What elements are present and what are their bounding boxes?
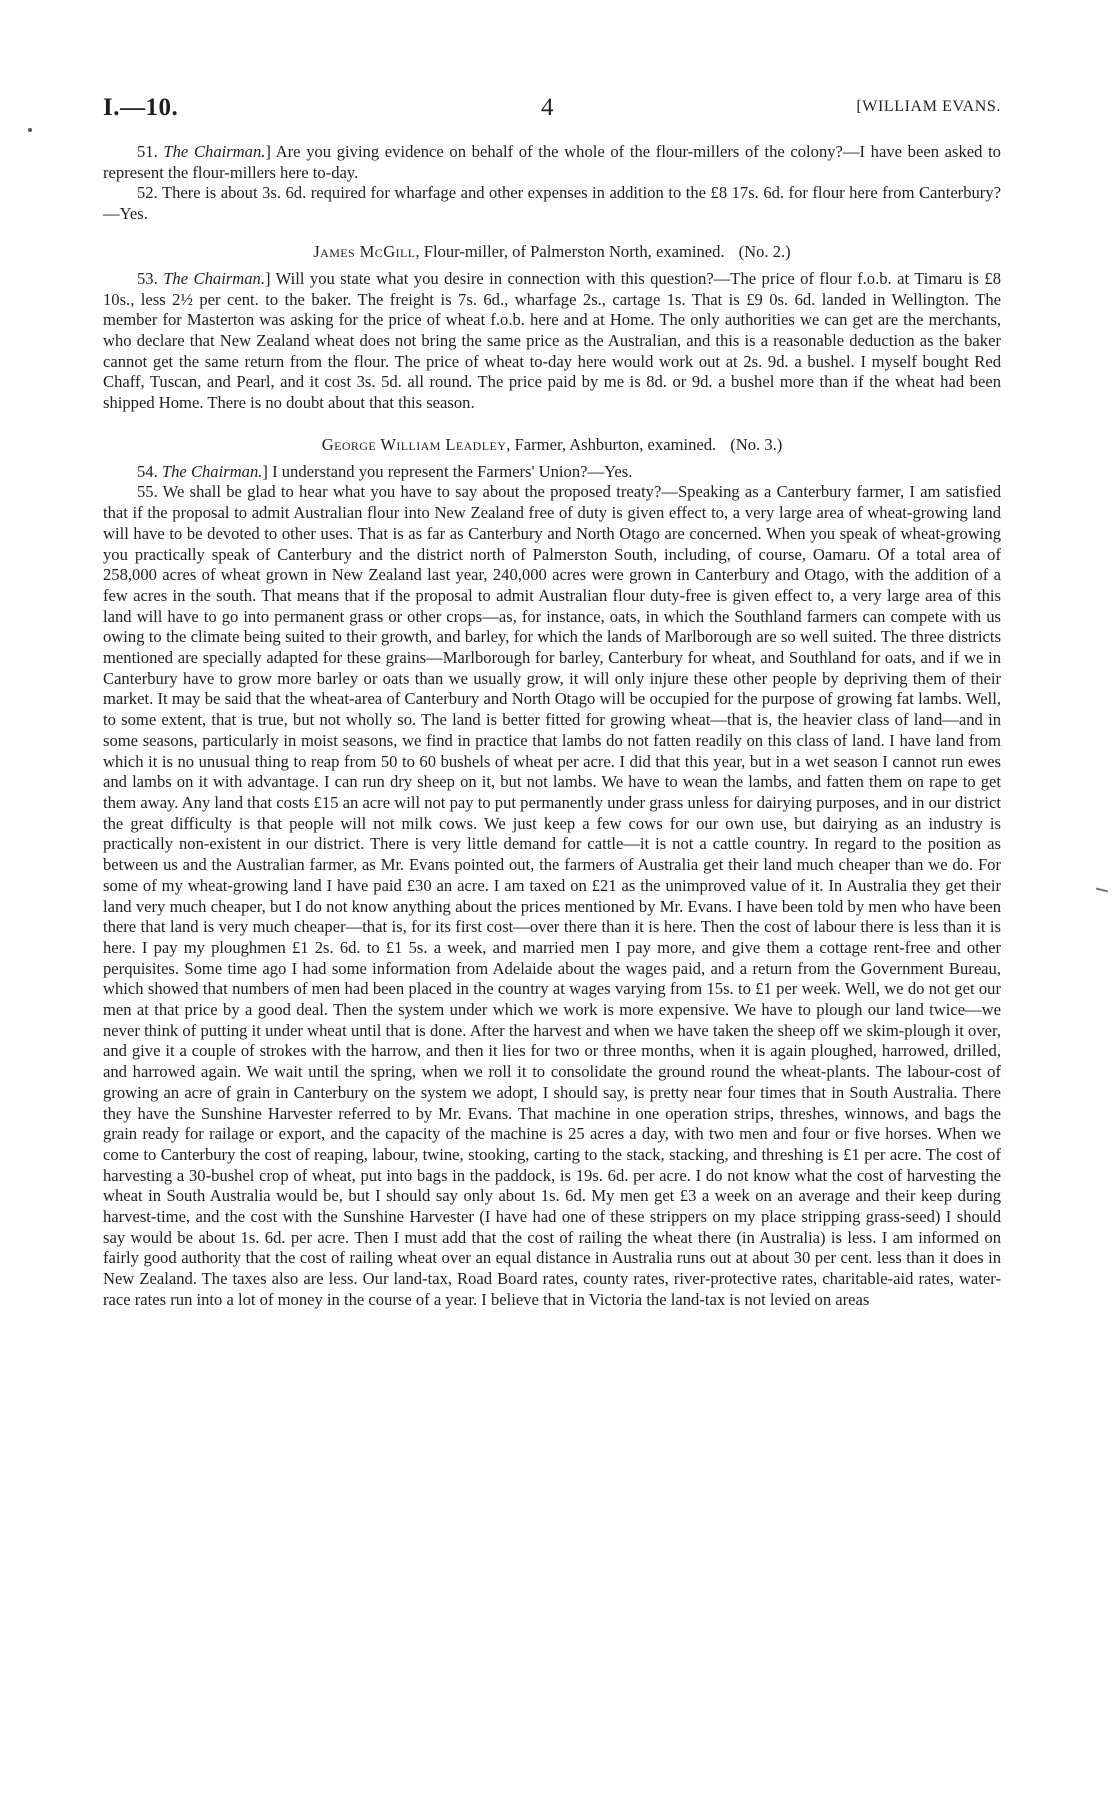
witness-number: (No. 2.) bbox=[738, 241, 791, 261]
paper-reference: I.—10. bbox=[103, 94, 179, 121]
witness-heading-1 bbox=[103, 241, 1001, 263]
witness-number: (No. 3.) bbox=[730, 434, 783, 454]
witness-description: , Farmer, Ashburton, examined. bbox=[506, 434, 717, 454]
question-55: 55. We shall be glad to hear what you have to say about the proposed treaty?—Speaking as a Canterbury farmer, I am satisfied that if the proposal to admit Australian flour into New Zealand free of duty is given effect to, a very large area of wheat-growing land will have to be devoted to other uses. That is as far as Canterbury and North Otago are concerned. When you speak of wheat-growing you practically speak of Canterbury and the district north of Palmerston South, including, of course, Oamaru. Of a total area of 258,000 acres of wheat grown in New Zealand last year, 240,000 acres were grown in Canterbury and Otago, with the addition of a few acres in the south. That means that if the proposal to admit Australian flour duty-free is given effect to, a very large area of this land will have to go into permanent grass or other crops—as, for instance, oats, in which the Southland farmers can compete with us owing to the climate being suited to their growth, and barley, for which the lands of Marlborough are so well suited. The three districts mentioned are specially adapted for these grains—Marlborough for barley, Canterbury for wheat, and Southland for oats, and if we in Canterbury have to grow more barley or oats than we usually grow, it will only injure these other people by depriving them of their market. It may be said that the wheat-area of Canterbury and North Otago will be occupied for the purpose of growing fat lambs. Well, to some extent, that is true, but not wholly so. The land is better fitted for growing wheat—that is, the heavier class of land—and in some seasons, particularly in moist seasons, we find in practice that lambs do not fatten readily on this class of land. I have land from which it is no unusual thing to reap from 50 to 60 bushels of wheat per acre. I did that this year, but in a wet season I cannot run ewes and lambs on it with advantage. I can run dry sheep on it, but not lambs. We have to wean the lambs, and fatten them on rape to get them away. Any land that costs £15 an acre will not pay to put permanently under grass unless for dairying purposes, and in our district the great difficulty is that people will not milk cows. We just keep a few cows for our own use, but dairying as an industry is practically non-existent in our district. There is very little demand for cattle—it is not a cattle country. In regard to the position as between us and the Australian farmer, as Mr. Evans pointed out, the farmers of Australia get their land much cheaper than we do. For some of my wheat-growing land I have paid £30 an acre. I am taxed on £21 as the unimproved value of it. In Australia they get their land very much cheaper, but I do not know anything about the prices mentioned by Mr. Evans. I have been told by men who have been there that land is very much cheaper—that is, for its first cost—over there than it is here. Then the cost of labour there is less than it is here. I pay my ploughmen £1 2s. 6d. to £1 5s. a week, and married men I pay more, and give them a cottage rent-free and other perquisites. Some time ago I had some information from Adelaide about the wages paid, and a return from the Government Bureau, which showed that numbers of men had been placed in the country at wages varying from 15s. to £1 per week. Well, we do not get our men at that price by a good deal. Then the system under which we work is more expensive. We have to plough our land twice—we never think of putting it under wheat until that is done. After the harvest and when we have taken the sheep off we skim-plough it over, and give it a couple of strokes with the harrow, and then it lies for two or three months, when it is again ploughed, harrowed, drilled, and harrowed again. We wait until the spring, when we roll it to consolidate the ground round the wheat-plants. The labour-cost of growing an acre of grain in Canterbury on the system we adopt, I should say, is pretty near four times that in South Australia. There they have the Sunshine Harvester referred to by Mr. Evans. That machine in one operation strips, threshes, winnows, and bags the grain ready for railage or export, and the capacity of the machine is 25 acres a day, with two men and four or five horses. When we come to Canterbury the cost of reaping, labour, twine, stooking, carting to the stack, stacking, and threshing is £1 per acre. The cost of harvesting a 30-bushel crop of wheat, put into bags in the paddock, is 19s. 6d. per acre. I do not know what the cost of harvesting the wheat in South Australia would be, but I should say only about 1s. 6d. My men get £3 a week on an average and their keep during harvest-time, and the cost with the Sunshine Harvester (I have had one of these strippers on my place stripping grass-seed) I should say would be about 1s. 6d. per acre. Then I must add that the cost of railing the wheat there (in Australia) is less. I am informed on fairly good authority that the cost of railing wheat over an equal distance in Australia runs out at about 30 per cent. less than it does in New Zealand. The taxes also are less. Our land-tax, Road Board rates, county rates, river-protective rates, charitable-aid rates, water-race rates run into a lot of money in the course of a year. I believe that in Victoria the land-tax is not levied on areas bbox=[103, 482, 1001, 1309]
margin-mark bbox=[1096, 888, 1108, 893]
question-text: ] Will you state what you desire in connection with this question?—The price of flour f.o.b. at Timaru is £8 10s., less 2½ per cent. to the baker. The freight is 7s. 6d., wharfage 2s., cartage 1s. That is £9 0s. 6d. landed in Wellington. The member for Masterton was asking for the price of wheat f.o.b. here and at Home. The only authorities we can get are the merchants, who declare that New Zealand wheat does not bring the same price as the Australian, and this is a reasonable deduction as the baker cannot get the same return from the flour. The price of wheat to-day here would work out at 2s. 9d. a bushel. I myself bought Red Chaff, Tuscan, and Pearl, and it cost 3s. 5d. all round. The price paid by me is 8d. or 9d. a bushel more than if the wheat had been shipped Home. There is no doubt about that this season. bbox=[103, 268, 1002, 413]
question-52: 52. There is about 3s. 6d. required for wharfage and other expenses in addition to the £8 17s. 6d. for flour here from Canterbury?—Yes. bbox=[103, 183, 1001, 224]
speaker-name: The Chairman. bbox=[163, 268, 265, 288]
margin-dot bbox=[28, 128, 32, 132]
witness-name: James McGill bbox=[313, 241, 416, 261]
witness-name: George William Leadley bbox=[321, 434, 507, 454]
question-number: 54. bbox=[137, 461, 158, 481]
question-53 bbox=[103, 269, 1001, 414]
question-54 bbox=[103, 462, 1001, 483]
document-body bbox=[103, 142, 1001, 1311]
question-number: 53. bbox=[137, 268, 158, 288]
page-number: 4 bbox=[541, 94, 554, 121]
witness-name: [WILLIAM EVANS. bbox=[856, 98, 1001, 115]
speaker-name: The Chairman. bbox=[161, 461, 263, 481]
question-text: ] I understand you represent the Farmers' Union?—Yes. bbox=[262, 461, 633, 481]
witness-description: , Flour-miller, of Palmerston North, examined. bbox=[415, 241, 725, 261]
page-header bbox=[103, 94, 1001, 126]
witness-heading-2 bbox=[103, 434, 1001, 456]
question-text: ] Are you giving evidence on behalf of the whole of the flour-millers of the colony?—I have been asked to represent the flour-millers here to-day. bbox=[103, 142, 1001, 182]
speaker-name: The Chairman. bbox=[163, 142, 266, 161]
question-number: 51. bbox=[137, 142, 158, 161]
question-51 bbox=[103, 142, 1001, 183]
